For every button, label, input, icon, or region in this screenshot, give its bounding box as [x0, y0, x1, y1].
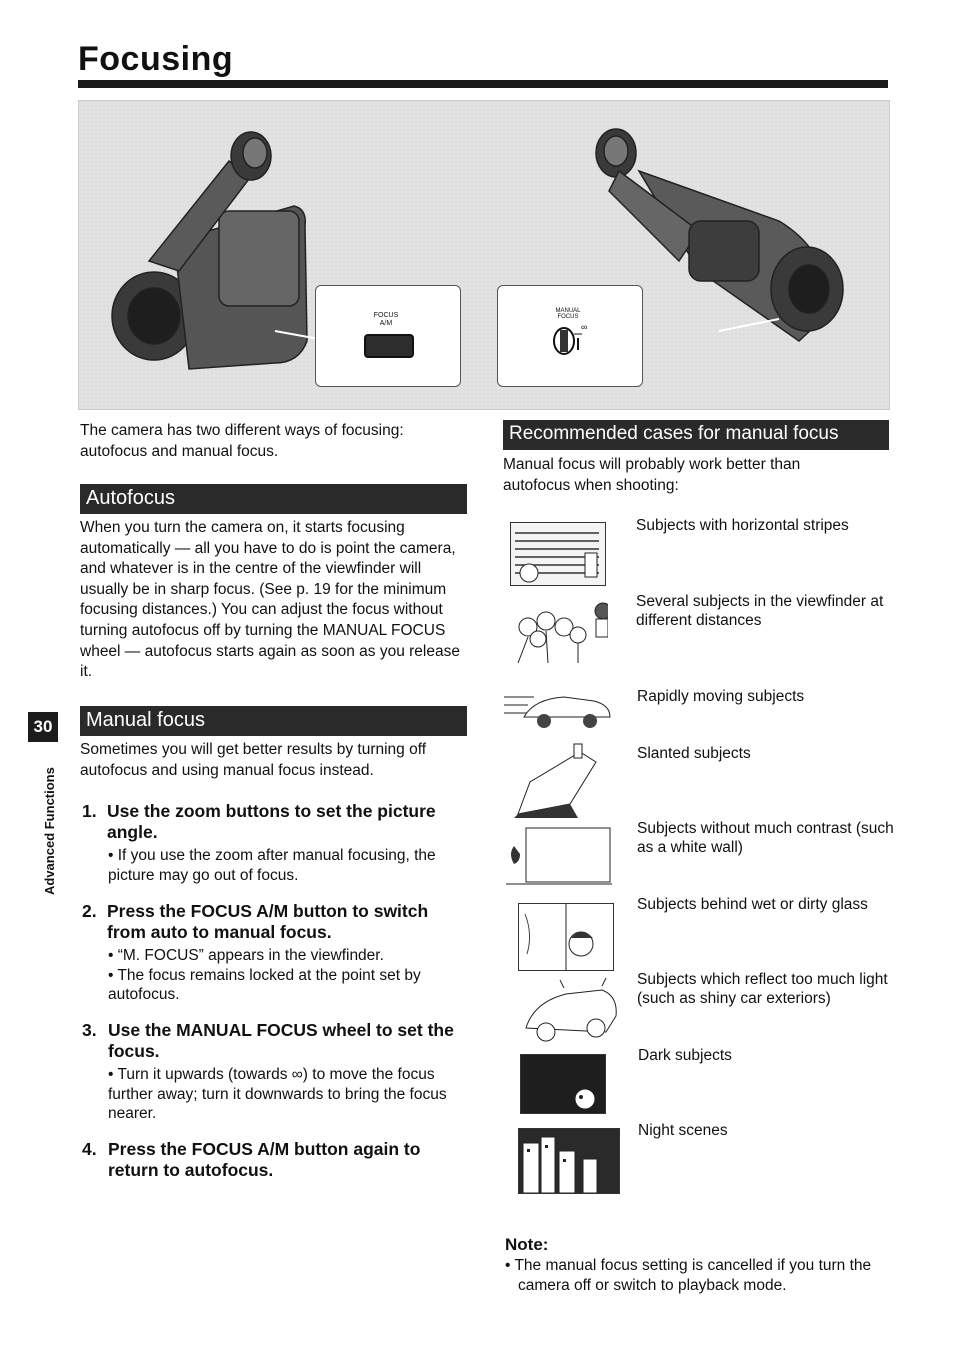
- case-label: Subjects which reflect too much light (such as shiny car exteriors): [637, 971, 888, 1007]
- step-3: [80, 1020, 470, 1124]
- wet-window-icon: [518, 903, 614, 971]
- flowers-and-person-icon: [508, 597, 608, 663]
- step-bullet: • The focus remains locked at the point set by autofocus.: [108, 966, 421, 1003]
- manual-focus-heading: Manual focus: [80, 706, 467, 736]
- step-bullet: • “M. FOCUS” appears in the viewfinder.: [108, 947, 384, 964]
- recommended-heading: Recommended cases for manual focus: [503, 420, 889, 450]
- case-label: Subjects behind wet or dirty glass: [637, 896, 868, 913]
- dark-scene-icon: [520, 1054, 606, 1114]
- focus-button-shape: [364, 334, 414, 358]
- focus-button-callout: [315, 285, 461, 387]
- horizontal-stripes-icon: [510, 522, 606, 586]
- case-label: Night scenes: [638, 1122, 728, 1139]
- case-label: Subjects without much contrast (such as a white wall): [637, 820, 894, 856]
- case-label: Slanted subjects: [637, 745, 751, 762]
- step-number: 1.: [82, 801, 97, 821]
- case-label: Subjects with horizontal stripes: [636, 517, 849, 534]
- manual-focus-wheel-callout: [497, 285, 643, 387]
- recommended-intro: Manual focus will probably work better than autofocus when shooting:: [503, 456, 801, 494]
- shiny-car-icon: [510, 976, 622, 1046]
- speeding-car-icon: [504, 683, 614, 731]
- infinity-mark: ∞: [581, 322, 588, 332]
- case-label: Rapidly moving subjects: [637, 688, 805, 705]
- manual-focus-intro: Sometimes you will get better results by turning off autofocus and using manual focus instead.: [80, 741, 427, 779]
- slanted-ship-icon: [510, 742, 602, 818]
- step-2: [80, 901, 470, 1005]
- case-label: Several subjects in the viewfinder at different distances: [636, 593, 884, 629]
- manual-callout-label: MANUAL: [555, 308, 581, 314]
- step-4: [80, 1139, 470, 1181]
- step-bullet: • If you use the zoom after manual focusing, the picture may go out of focus.: [108, 847, 436, 884]
- step-1: [80, 801, 470, 885]
- night-city-icon: [518, 1128, 620, 1194]
- step-bullet: • Turn it upwards (towards ∞) to move the focus further away; turn it downwards to bring the focus nearer.: [108, 1066, 447, 1122]
- camcorder-illustration: [78, 100, 890, 410]
- page-number-tab: 30: [28, 712, 58, 742]
- step-title: Press the FOCUS A/M button again to return to autofocus.: [108, 1139, 421, 1180]
- note-text: • The manual focus setting is cancelled if you turn the camera off or switch to playback mode.: [505, 1257, 872, 1294]
- step-title: Use the zoom buttons to set the picture angle.: [107, 801, 436, 842]
- focus-callout-mode: A/M: [379, 320, 393, 327]
- section-label: Advanced Functions: [42, 767, 57, 895]
- page-title: Focusing: [78, 40, 234, 78]
- intro-text: The camera has two different ways of focusing: autofocus and manual focus.: [80, 422, 404, 460]
- step-number: 4.: [82, 1139, 97, 1159]
- step-title: Use the MANUAL FOCUS wheel to set the focus.: [108, 1020, 454, 1061]
- step-title: Press the FOCUS A/M button to switch from auto to manual focus.: [107, 901, 429, 942]
- note-heading: Note:: [505, 1235, 549, 1254]
- camcorder-drawing: [79, 101, 889, 409]
- autofocus-heading: Autofocus: [80, 484, 467, 514]
- focus-callout-label: FOCUS: [373, 312, 399, 319]
- white-wall-icon: [506, 826, 612, 888]
- autofocus-text: When you turn the camera on, it starts focusing automatically — all you have to do is point the camera, and whatever is in the centre of the viewfinder will usually be in sharp focus. (See p. 19 for the minimum focusing distances.) You can adjust the focus without turning autofocus off by turning the MANUAL FOCUS wheel — autofocus starts again as soon as you release it.: [80, 519, 460, 681]
- title-rule: [78, 80, 888, 88]
- manual-callout-focus: FOCUS: [557, 314, 579, 320]
- step-number: 3.: [82, 1020, 97, 1040]
- case-label: Dark subjects: [638, 1047, 732, 1064]
- step-number: 2.: [82, 901, 97, 921]
